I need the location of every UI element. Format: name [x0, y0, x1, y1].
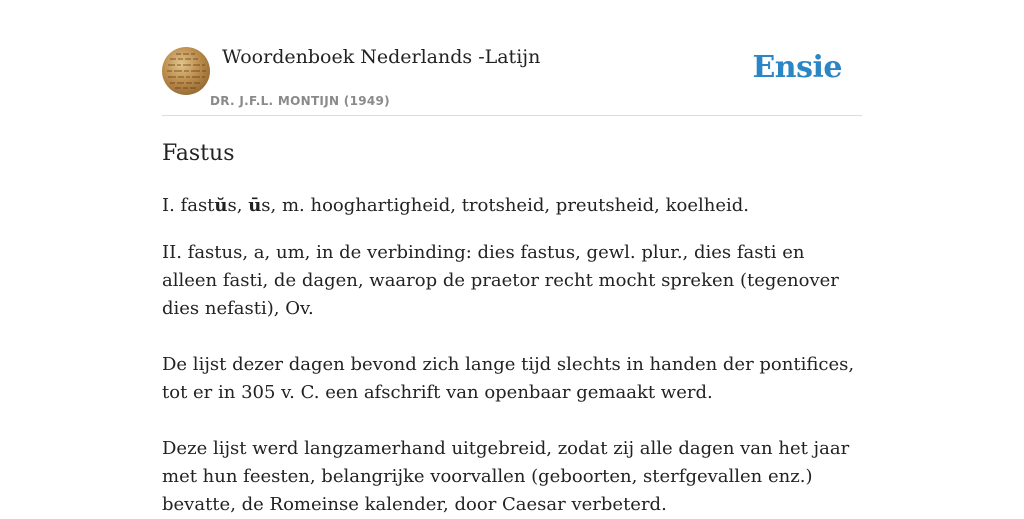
ensie-logo-link[interactable]: Ensie: [752, 50, 842, 85]
quantity-mark: ŭ: [214, 195, 228, 216]
header: [162, 0, 862, 116]
entry-body: [162, 192, 862, 519]
entry-text: s, m. hooghartigheid, trotsheid, preutsheid, koelheid.: [261, 195, 750, 216]
entry-text: s,: [227, 195, 249, 216]
book-title[interactable]: Woordenboek Nederlands -Latijn: [222, 46, 541, 68]
entry-paragraph-3: De lijst dezer dagen bevond zich lange tijd slechts in handen der pontifices, tot er in 305 v. C. een afschrift van openbaar gemaakt werd.: [162, 354, 855, 403]
quantity-mark: ū: [248, 195, 262, 216]
page: [162, 0, 862, 515]
entry-text: I. fast: [162, 195, 215, 216]
engraved-stone-icon[interactable]: [162, 47, 210, 95]
entry-headword: Fastus: [162, 141, 235, 166]
author-label[interactable]: DR. J.F.L. MONTIJN (1949): [210, 94, 390, 108]
entry-paragraph-1: [162, 192, 862, 220]
entry-paragraph-2: II. fastus, a, um, in de verbinding: dies fastus, gewl. plur., dies fasti en alleen fasti, de dagen, waarop de praetor recht mocht spreken (tegenover dies nefasti), Ov.: [162, 242, 839, 319]
entry-paragraph-4: Deze lijst werd langzamerhand uitgebreid, zodat zij alle dagen van het jaar met hun feesten, belangrijke voorvallen (geboorten, sterfgevallen enz.) bevatte, de Romeinse kalender, door Caesar verbeterd.: [162, 438, 850, 515]
